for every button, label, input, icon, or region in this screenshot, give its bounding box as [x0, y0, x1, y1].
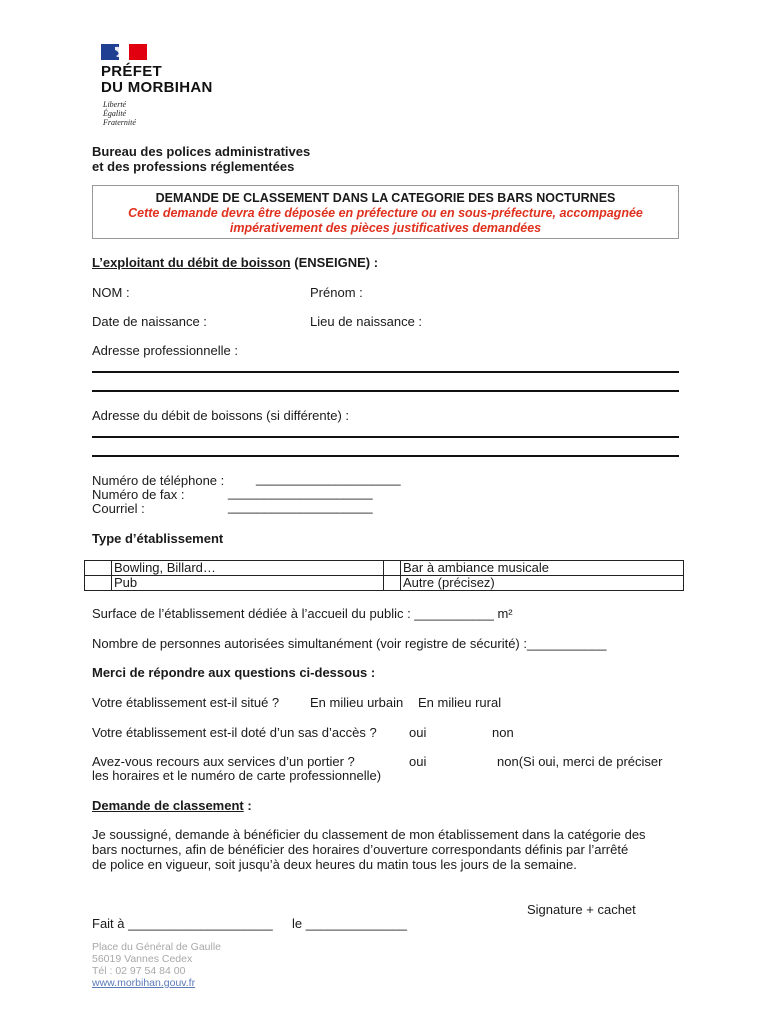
motto-liberte: Liberté: [103, 100, 127, 109]
option-milieu-rural: En milieu rural: [418, 695, 502, 710]
type-table: [84, 560, 684, 591]
lieu-naissance-label: Lieu de naissance :: [310, 314, 423, 329]
question-sas: Votre établissement est-il doté d’un sas d’accès ?: [92, 725, 377, 740]
form-header-box: [92, 185, 679, 239]
footer-website-link[interactable]: www.morbihan.gouv.fr: [92, 977, 196, 989]
type-option: Bowling, Billard…: [112, 561, 384, 576]
prenom-label: Prénom :: [310, 285, 363, 300]
telephone-field-line: ____________________: [256, 471, 401, 486]
form-subtitle-line1: Cette demande devra être déposée en préfecture ou en sous-préfecture, accompagnée: [128, 206, 643, 220]
date-field: le ______________: [292, 916, 407, 931]
form-subtitle-line2: impérativement des pièces justificatives demandées: [229, 221, 542, 235]
logo-title-line1: PRÉFET: [101, 63, 162, 80]
classement-heading-text: Demande de classement: [92, 798, 244, 813]
classement-line1: Je soussigné, demande à bénéficier du classement de mon établissement dans la catégorie des: [92, 827, 646, 842]
type-option: Pub: [112, 576, 384, 591]
checkbox-cell[interactable]: [85, 576, 112, 591]
surface-text: Surface de l’établissement dédiée à l’accueil du public : ___________ m²: [92, 606, 513, 621]
type-option: Bar à ambiance musicale: [401, 561, 684, 576]
type-option: Autre (précisez): [401, 576, 684, 591]
question-portier: Avez-vous recours aux services d’un portier ?: [92, 754, 355, 769]
signature-label: Signature + cachet: [527, 902, 636, 917]
logo-title-line2: DU MORBIHAN: [101, 79, 213, 96]
adresse-pro-label: Adresse professionnelle :: [92, 343, 238, 358]
telephone-label: Numéro de téléphone :: [92, 473, 225, 488]
portier-precision: les horaires et le numéro de carte professionnelle): [92, 768, 382, 783]
portier-non: non(Si oui, merci de préciser: [497, 754, 663, 769]
nom-label: NOM :: [92, 285, 130, 300]
portier-oui: oui: [409, 754, 427, 769]
table-row: [85, 561, 684, 576]
fax-field-line: ____________________: [228, 485, 373, 500]
courriel-field-line: ____________________: [228, 499, 373, 514]
marianne-flag-logo: [101, 44, 147, 60]
adresse-debit-line-2: [92, 455, 679, 457]
classement-heading: [92, 798, 252, 813]
checkbox-cell[interactable]: [85, 561, 112, 576]
logo-title: [101, 64, 213, 96]
form-title: DEMANDE DE CLASSEMENT DANS LA CATEGORIE DES BARS NOCTURNES: [155, 191, 616, 205]
bureau-line2: et des professions réglementées: [92, 159, 295, 174]
adresse-debit-line-1: [92, 436, 679, 438]
checkbox-cell[interactable]: [384, 576, 401, 591]
questions-heading: Merci de répondre aux questions ci-dessous :: [92, 665, 376, 680]
type-heading: Type d’établissement: [92, 531, 224, 546]
exploitant-heading-text: L’exploitant du débit de boisson: [92, 255, 291, 270]
courriel-label: Courriel :: [92, 501, 145, 516]
adresse-debit-label: Adresse du débit de boissons (si différente) :: [92, 408, 350, 423]
adresse-pro-line-1: [92, 371, 679, 373]
motto-fraternite: Fraternité: [103, 118, 136, 127]
fait-a-field: Fait à ____________________: [92, 916, 273, 931]
sas-oui: oui: [409, 725, 427, 740]
footer-line2: 56019 Vannes Cedex: [92, 953, 193, 965]
footer-line3: Tél : 02 97 54 84 00: [92, 965, 186, 977]
republic-motto: [103, 100, 136, 127]
classement-line2: bars nocturnes, afin de bénéficier des horaires d’ouverture correspondants définis par l’arrêté: [92, 842, 629, 857]
bureau-line1: Bureau des polices administratives: [92, 144, 311, 159]
adresse-pro-line-2: [92, 390, 679, 392]
fax-label: Numéro de fax :: [92, 487, 185, 502]
date-naissance-label: Date de naissance :: [92, 314, 207, 329]
table-row: [85, 576, 684, 591]
personnes-text: Nombre de personnes autorisées simultanément (voir registre de sécurité) :___________: [92, 636, 607, 651]
motto-egalite: Égalité: [103, 109, 127, 118]
option-milieu-urbain: En milieu urbain: [310, 695, 404, 710]
exploitant-heading: [92, 255, 378, 270]
classement-line3: de police en vigueur, soit jusqu’à deux heures du matin tous les jours de la semaine.: [92, 857, 577, 872]
question-situation: Votre établissement est-il situé ?: [92, 695, 280, 710]
exploitant-heading-suffix: (ENSEIGNE) :: [290, 255, 379, 270]
footer-line1: Place du Général de Gaulle: [92, 941, 221, 953]
checkbox-cell[interactable]: [384, 561, 401, 576]
footer-address: [92, 941, 221, 989]
classement-heading-suffix: :: [243, 798, 252, 813]
sas-non: non: [492, 725, 514, 740]
